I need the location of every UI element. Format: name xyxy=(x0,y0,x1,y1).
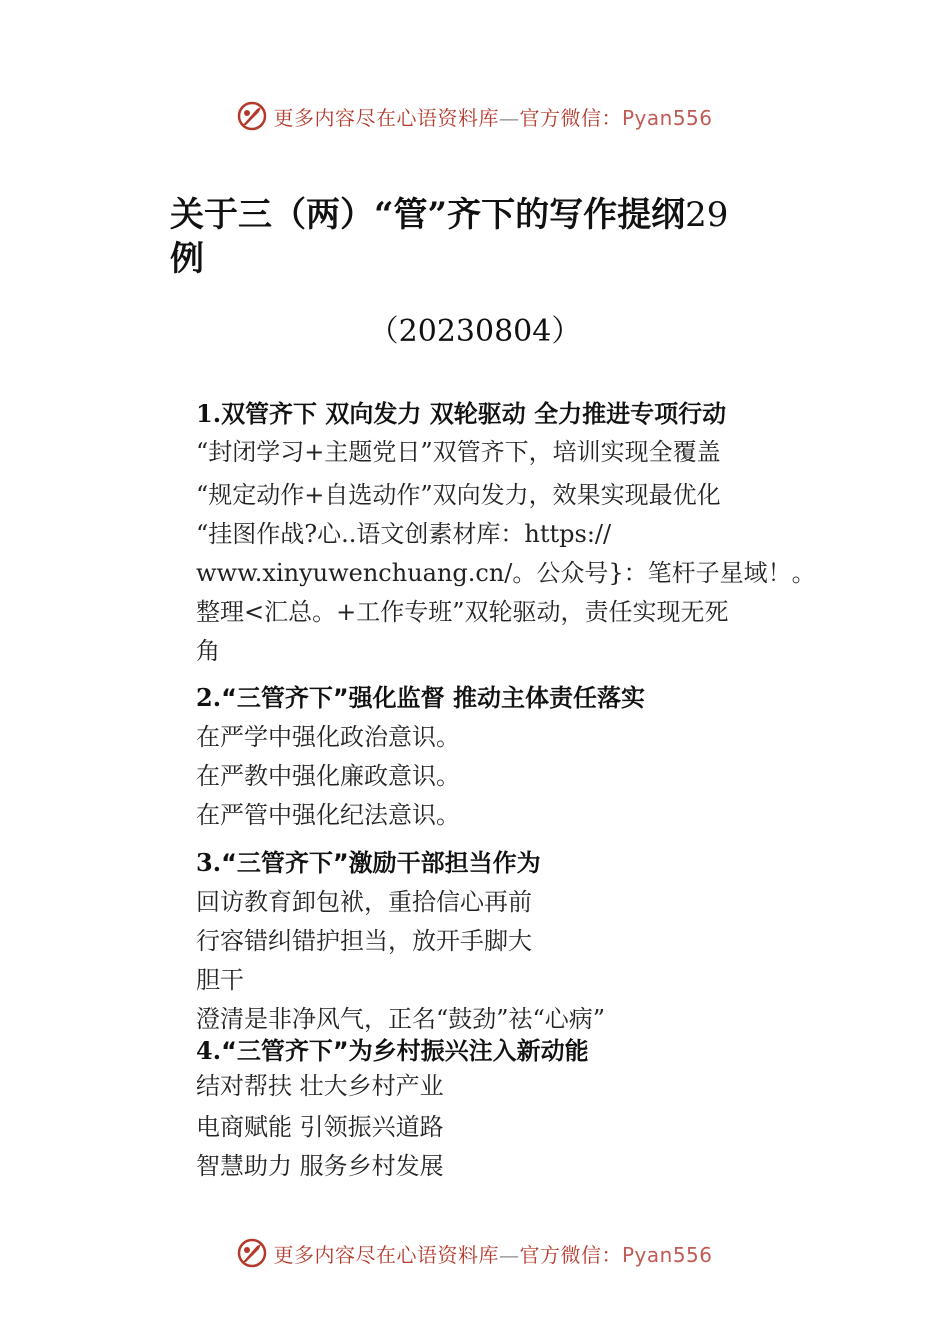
body-line: “封闭学习+主题党日”双管齐下，培训实现全覆盖 xyxy=(196,438,721,466)
body-line: 胆干 xyxy=(196,966,244,994)
document-body xyxy=(196,394,816,1186)
section-heading xyxy=(196,394,816,434)
section-2 xyxy=(196,678,816,835)
quill-logo-icon xyxy=(237,101,267,131)
banner-text xyxy=(273,102,712,131)
header-banner xyxy=(0,96,950,136)
body-line: www.xinyuwenchuang.cn/。公众号}：笔杆子星域！。 xyxy=(196,559,816,587)
document-title xyxy=(170,193,790,281)
body-line: 回访教育卸包袱，重拾信心再前 xyxy=(196,888,532,916)
banner-dash: — xyxy=(498,1242,520,1267)
section-heading xyxy=(196,843,816,883)
banner-id: Pyan556 xyxy=(621,105,713,130)
section-number: 3. xyxy=(196,848,222,877)
section-4 xyxy=(196,1031,816,1186)
section-1 xyxy=(196,394,816,671)
section-heading-text: “三管齐下”激励干部担当作为 xyxy=(221,849,541,877)
body-line: 整理<汇总。+工作专班”双轮驱动，责任实现无死 xyxy=(196,598,729,626)
banner-official: 官方微信： xyxy=(519,1242,622,1267)
section-heading xyxy=(196,1031,816,1071)
section-number: 1. xyxy=(196,399,222,428)
banner-id: Pyan556 xyxy=(621,1242,713,1267)
quill-logo-icon xyxy=(237,1238,267,1268)
body-line: “规定动作+自选动作”双向发力，效果实现最优化 xyxy=(196,481,721,509)
document-date: （20230804） xyxy=(368,314,582,349)
body-line: 行容错纠错护担当，放开手脚大 xyxy=(196,927,532,955)
body-line: 在严学中强化政治意识。 xyxy=(196,723,460,751)
section-heading-text: “三管齐下”强化监督 推动主体责任落实 xyxy=(221,684,645,712)
section-number: 4. xyxy=(196,1036,222,1065)
banner-official: 官方微信： xyxy=(519,105,622,130)
section-number: 2. xyxy=(196,683,222,712)
section-3 xyxy=(196,843,816,1039)
body-line: 角 xyxy=(196,637,220,665)
body-line: 在严管中强化纪法意识。 xyxy=(196,801,460,829)
body-line: 智慧助力 服务乡村发展 xyxy=(196,1152,444,1180)
body-line: “挂图作战?心..语文创素材库：https:// xyxy=(196,520,612,548)
banner-text xyxy=(273,1239,712,1268)
section-heading xyxy=(196,678,816,718)
body-line: 澄清是非净风气，正名“鼓劲”祛“心病” xyxy=(196,1005,606,1033)
title-tail: 例 xyxy=(170,239,204,279)
banner-dash: — xyxy=(498,105,520,130)
section-heading-text: “三管齐下”为乡村振兴注入新动能 xyxy=(221,1037,589,1065)
title-main: 关于三（两）“管”齐下的写作提纲 xyxy=(170,195,686,235)
title-count: 29 xyxy=(685,195,729,235)
banner-site: 更多内容尽在心语资料库 xyxy=(273,105,499,130)
body-line: 结对帮扶 壮大乡村产业 xyxy=(196,1072,444,1100)
body-line: 电商赋能 引领振兴道路 xyxy=(196,1113,444,1141)
banner-site: 更多内容尽在心语资料库 xyxy=(273,1242,499,1267)
body-line: 在严教中强化廉政意识。 xyxy=(196,762,460,790)
footer-banner xyxy=(0,1233,950,1273)
section-heading-text: 双管齐下 双向发力 双轮驱动 全力推进专项行动 xyxy=(221,400,727,428)
